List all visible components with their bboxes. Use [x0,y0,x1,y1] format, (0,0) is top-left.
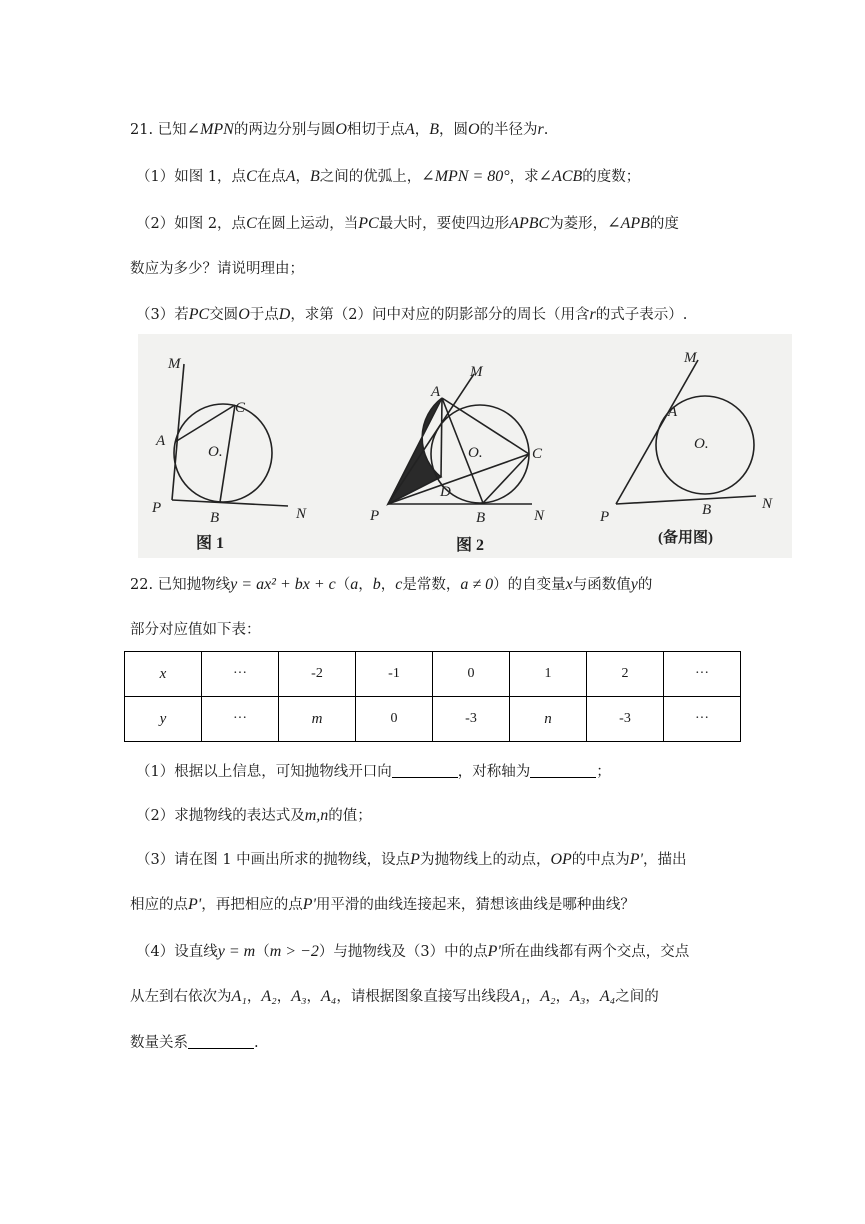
table-cell: -1 [356,652,433,697]
fig2-label-p: P [370,508,380,524]
fig1-label-o: O. [208,444,223,460]
table-cell: ··· [202,652,279,697]
table-cell: 0 [433,652,510,697]
fig2-caption: 图 2 [456,537,485,554]
q21-stem: 21. 已知∠MPN的两边分别与圆O相切于点A，B，圆O的半径为r. [130,121,549,138]
answer-blank [530,763,596,778]
fig3-label-m: M [684,350,697,366]
q22-part4: （4）设直线y = m（m > −2）与抛物线及（3）中的点P'所在曲线都有两个交点，交点 [136,943,690,960]
q22-stem: 22. 已知抛物线y = ax² + bx + c（a，b，c是常数，a ≠ 0）的自变量x与函数值y的 [130,576,653,593]
table-cell: x [125,652,202,697]
q22-part4-end: 数量关系 . [130,1035,259,1051]
q21-part1: （1）如图 1，点C在点A，B之间的优弧上，∠MPN = 80°，求∠ACB的度数； [136,168,641,185]
table-cell: ··· [202,697,279,742]
fig3-label-p: P [600,509,610,525]
fig2-label-d: D [440,484,451,500]
fig2-label-m: M [470,364,483,380]
fig1-label-p: P [152,500,162,516]
fig3-label-n: N [762,496,773,512]
fig2-line-ac [442,398,529,454]
fig1-label-m: M [168,356,181,372]
table-cell: 0 [356,697,433,742]
fig2-label-c: C [532,446,543,462]
table-cell: m [279,697,356,742]
answer-blank [188,1034,254,1049]
q21-part2: （2）如图 2，点C在圆上运动，当PC最大时，要使四边形APBC为菱形，∠APB的度 [136,215,679,232]
q21-part2-cont: 数应为多少？请说明理由； [130,261,304,277]
table-cell: y [125,697,202,742]
q21-part3: （3）若PC交圆O于点D，求第（2）问中对应的阴影部分的周长（用含r的式子表示）. [136,306,688,323]
table-cell: ··· [664,697,741,742]
figure-3 [599,350,773,546]
table-cell: -3 [433,697,510,742]
fig1-label-c: C [235,400,246,416]
figure-2 [369,364,545,554]
fig2-line-ad [441,398,442,477]
table-cell: ··· [664,652,741,697]
answer-blank [392,763,458,778]
value-table [124,651,741,742]
fig1-label-b: B [210,510,220,526]
fig3-label-a: A [668,404,678,420]
table-cell: -3 [587,697,664,742]
fig2-label-n: N [534,508,545,524]
q22-part3-cont: 相应的点P'，再把相应的点P'用平滑的曲线连接起来，猜想该曲线是哪种曲线？ [130,896,635,913]
q22-part2: （2）求抛物线的表达式及m,n的值； [136,807,372,824]
fig3-label-o: O. [694,436,709,452]
geometry-figures [138,334,792,558]
table-row-x [125,652,741,697]
fig1-label-a: A [156,433,166,449]
table-cell: n [510,697,587,742]
q22-part4-cont: 从左到右依次为A₁，A₂，A₃，A₄，请根据图象直接写出线段A₁，A₂，A₃，A₄之间的 [130,988,659,1005]
q22-stem-cont: 部分对应值如下表： [130,622,261,638]
q22-part3: （3）请在图 1 中画出所求的抛物线，设点P为抛物线上的动点，OP的中点为P'，描出 [136,851,687,868]
fig3-line-pn [616,496,756,504]
figure-1 [151,356,307,552]
table-cell: -2 [279,652,356,697]
fig1-caption: 图 1 [196,535,225,552]
fig3-label-b: B [702,502,712,518]
table-cell: 2 [587,652,664,697]
table-row-y [125,697,741,742]
fig1-label-n: N [296,506,307,522]
q22-part1: （1）根据以上信息，可知抛物线开口向 ，对称轴为 ； [136,764,611,780]
fig3-caption: (备用图) [658,530,713,546]
table-cell: 1 [510,652,587,697]
fig2-label-o: O. [468,445,483,461]
fig2-label-b: B [476,510,486,526]
fig2-label-a: A [431,384,441,400]
